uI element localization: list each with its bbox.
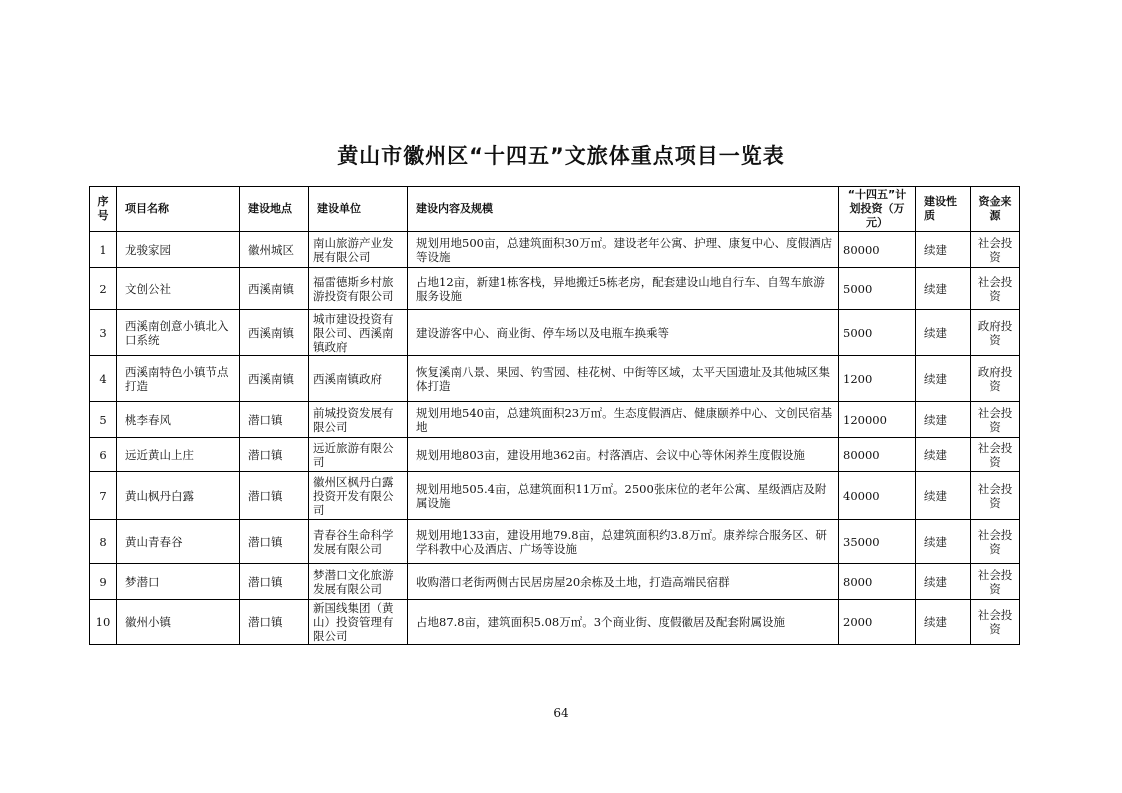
table-row (90, 600, 1020, 645)
cell-investment: 80000 (839, 438, 916, 472)
cell-name: 龙骏家园 (117, 232, 240, 268)
cell-content: 规划用地540亩，总建筑面积23万㎡。生态度假酒店、健康颐养中心、文创民宿基地 (408, 402, 839, 438)
cell-content: 规划用地500亩，总建筑面积30万㎡。建设老年公寓、护理、康复中心、度假酒店等设施 (408, 232, 839, 268)
cell-name: 文创公社 (117, 268, 240, 310)
page-title: 黄山市徽州区“十四五”文旅体重点项目一览表 (337, 144, 785, 168)
cell-name: 远近黄山上庄 (117, 438, 240, 472)
cell-nature: 续建 (916, 356, 971, 402)
cell-location: 潜口镇 (240, 472, 309, 520)
cell-investment: 35000 (839, 520, 916, 564)
cell-unit: 梦潜口文化旅游发展有限公司 (309, 564, 408, 600)
table-row (90, 232, 1020, 268)
cell-investment: 8000 (839, 564, 916, 600)
cell-unit: 南山旅游产业发展有限公司 (309, 232, 408, 268)
cell-nature: 续建 (916, 472, 971, 520)
cell-investment: 1200 (839, 356, 916, 402)
header-nature: 建设性质 (916, 187, 971, 232)
cell-investment: 80000 (839, 232, 916, 268)
cell-fund: 社会投资 (971, 232, 1020, 268)
cell-fund: 社会投资 (971, 600, 1020, 645)
cell-content: 规划用地505.4亩，总建筑面积11万㎡。2500张床位的老年公寓、星级酒店及附属设施 (408, 472, 839, 520)
cell-location: 潜口镇 (240, 402, 309, 438)
cell-location: 徽州城区 (240, 232, 309, 268)
cell-location: 潜口镇 (240, 564, 309, 600)
cell-location: 潜口镇 (240, 438, 309, 472)
cell-unit: 城市建设投资有限公司、西溪南镇政府 (309, 310, 408, 356)
cell-fund: 社会投资 (971, 520, 1020, 564)
cell-name: 桃李春风 (117, 402, 240, 438)
cell-unit: 西溪南镇政府 (309, 356, 408, 402)
header-seq: 序号 (90, 187, 117, 232)
cell-nature: 续建 (916, 520, 971, 564)
table-row (90, 438, 1020, 472)
cell-content: 收购潜口老街两侧古民居房屋20余栋及土地，打造高端民宿群 (408, 564, 839, 600)
cell-seq: 5 (90, 402, 117, 438)
cell-content: 建设游客中心、商业街、停车场以及电瓶车换乘等 (408, 310, 839, 356)
cell-seq: 9 (90, 564, 117, 600)
cell-location: 西溪南镇 (240, 356, 309, 402)
cell-nature: 续建 (916, 402, 971, 438)
cell-seq: 6 (90, 438, 117, 472)
cell-seq: 1 (90, 232, 117, 268)
cell-nature: 续建 (916, 438, 971, 472)
table-row (90, 564, 1020, 600)
cell-seq: 2 (90, 268, 117, 310)
cell-content: 规划用地133亩，建设用地79.8亩，总建筑面积约3.8万㎡。康养综合服务区、研学科教中心及酒店、广场等设施 (408, 520, 839, 564)
cell-investment: 5000 (839, 268, 916, 310)
header-unit: 建设单位 (309, 187, 408, 232)
cell-investment: 40000 (839, 472, 916, 520)
table-row (90, 402, 1020, 438)
cell-nature: 续建 (916, 232, 971, 268)
cell-investment: 2000 (839, 600, 916, 645)
cell-location: 西溪南镇 (240, 310, 309, 356)
cell-nature: 续建 (916, 600, 971, 645)
project-table (89, 186, 1020, 645)
table-row (90, 520, 1020, 564)
cell-unit: 青春谷生命科学发展有限公司 (309, 520, 408, 564)
table-body (90, 232, 1020, 645)
cell-location: 潜口镇 (240, 520, 309, 564)
cell-nature: 续建 (916, 310, 971, 356)
cell-fund: 社会投资 (971, 438, 1020, 472)
cell-content: 占地12亩，新建1栋客栈，异地搬迁5栋老房，配套建设山地自行车、自驾车旅游服务设施 (408, 268, 839, 310)
cell-content: 恢复溪南八景、果园、钓雪园、桂花树、中街等区域，太平天国遗址及其他城区集体打造 (408, 356, 839, 402)
header-investment: “十四五”计划投资（万元） (839, 187, 916, 232)
header-content: 建设内容及规模 (408, 187, 839, 232)
cell-unit: 远近旅游有限公司 (309, 438, 408, 472)
table-row (90, 310, 1020, 356)
table-row (90, 268, 1020, 310)
cell-fund: 社会投资 (971, 564, 1020, 600)
cell-fund: 社会投资 (971, 472, 1020, 520)
cell-seq: 4 (90, 356, 117, 402)
cell-name: 梦潜口 (117, 564, 240, 600)
cell-unit: 福雷德斯乡村旅游投资有限公司 (309, 268, 408, 310)
header-name: 项目名称 (117, 187, 240, 232)
cell-fund: 政府投资 (971, 356, 1020, 402)
cell-name: 黄山枫丹白露 (117, 472, 240, 520)
table-row (90, 356, 1020, 402)
cell-nature: 续建 (916, 564, 971, 600)
cell-name: 西溪南创意小镇北入口系统 (117, 310, 240, 356)
cell-unit: 徽州区枫丹白露投资开发有限公司 (309, 472, 408, 520)
cell-nature: 续建 (916, 268, 971, 310)
table-header-row (90, 187, 1020, 232)
header-location: 建设地点 (240, 187, 309, 232)
cell-fund: 政府投资 (971, 310, 1020, 356)
table-row (90, 472, 1020, 520)
cell-seq: 3 (90, 310, 117, 356)
cell-content: 规划用地803亩，建设用地362亩。村落酒店、会议中心等休闲养生度假设施 (408, 438, 839, 472)
cell-unit: 新国线集团（黄山）投资管理有限公司 (309, 600, 408, 645)
cell-name: 黄山青春谷 (117, 520, 240, 564)
cell-content: 占地87.8亩，建筑面积5.08万㎡。3个商业街、度假徽居及配套附属设施 (408, 600, 839, 645)
page-number: 64 (553, 706, 569, 720)
cell-fund: 社会投资 (971, 268, 1020, 310)
cell-seq: 7 (90, 472, 117, 520)
cell-name: 徽州小镇 (117, 600, 240, 645)
header-fund: 资金来源 (971, 187, 1020, 232)
cell-name: 西溪南特色小镇节点打造 (117, 356, 240, 402)
cell-unit: 前城投资发展有限公司 (309, 402, 408, 438)
cell-location: 潜口镇 (240, 600, 309, 645)
cell-seq: 8 (90, 520, 117, 564)
cell-fund: 社会投资 (971, 402, 1020, 438)
cell-seq: 10 (90, 600, 117, 645)
cell-investment: 120000 (839, 402, 916, 438)
cell-location: 西溪南镇 (240, 268, 309, 310)
cell-investment: 5000 (839, 310, 916, 356)
